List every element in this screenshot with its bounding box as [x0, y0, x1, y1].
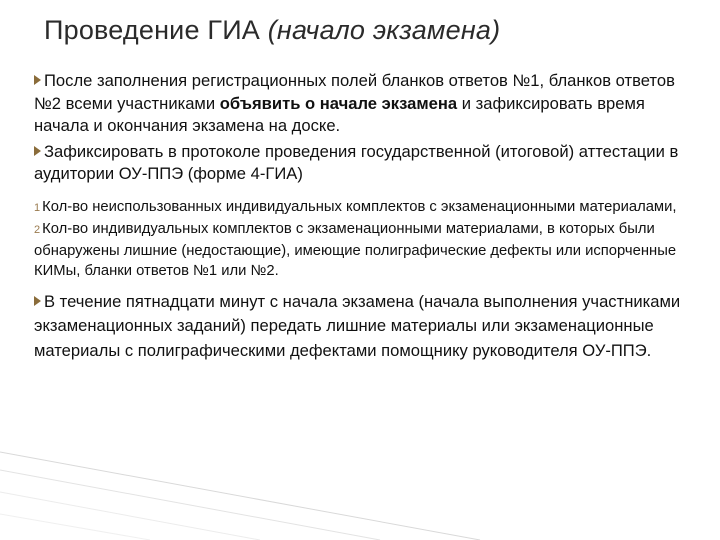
paragraph-transfer-materials	[34, 290, 696, 364]
triangle-arrow-icon	[34, 296, 41, 306]
paragraph-start-exam-bold: объявить о начале экзамена	[219, 93, 458, 113]
paragraph-protocol-text: Зафиксировать в протоколе проведения государственной (итоговой) аттестации в аудитории ОУ-ППЭ (форме 4-ГИА)	[34, 141, 679, 183]
list-item-text: Кол-во индивидуальных комплектов с экзаменационными материалами, в которых были обнаружены лишние (недостающие), имеющие полиграфические дефекты или испорченные КИМы, бланки ответов №1 или №2.	[34, 221, 677, 279]
triangle-arrow-icon	[34, 146, 41, 156]
paragraph-start-exam-text: После заполнения регистрационных полей бланков ответов №1, бланков ответов №2 всеми участниками	[34, 71, 675, 113]
decor-line-4	[0, 514, 150, 540]
decor-line-2	[0, 470, 380, 540]
decor-line-3	[0, 492, 260, 540]
title-subtitle: (начало экзамена)	[267, 15, 501, 45]
paragraph-protocol	[34, 141, 696, 186]
paragraph-start-exam	[34, 70, 696, 138]
paragraph-start-exam-text-end: и зафиксировать время начала и окончания экзамена на доске.	[34, 93, 645, 135]
list-item-unused-kits	[34, 197, 696, 219]
paragraph-transfer-materials-text: В течение пятнадцати минут с начала экзамена (начала выполнения участниками экзаменационных заданий) передать лишние материалы или экзаменационные материалы с полиграфическими дефектами помощнику руководителя ОУ-ППЭ.	[34, 291, 681, 360]
list-item-number: 1	[34, 201, 41, 214]
triangle-arrow-icon	[34, 75, 41, 85]
list-item-number: 2	[34, 224, 41, 236]
list-item-defective-kits	[34, 219, 696, 282]
content-body	[34, 70, 696, 363]
title-main: Проведение ГИА	[44, 15, 261, 45]
list-item-text: Кол-во неиспользованных индивидуальных комплектов с экзаменационными материалами,	[42, 198, 677, 215]
page-title	[44, 10, 500, 50]
